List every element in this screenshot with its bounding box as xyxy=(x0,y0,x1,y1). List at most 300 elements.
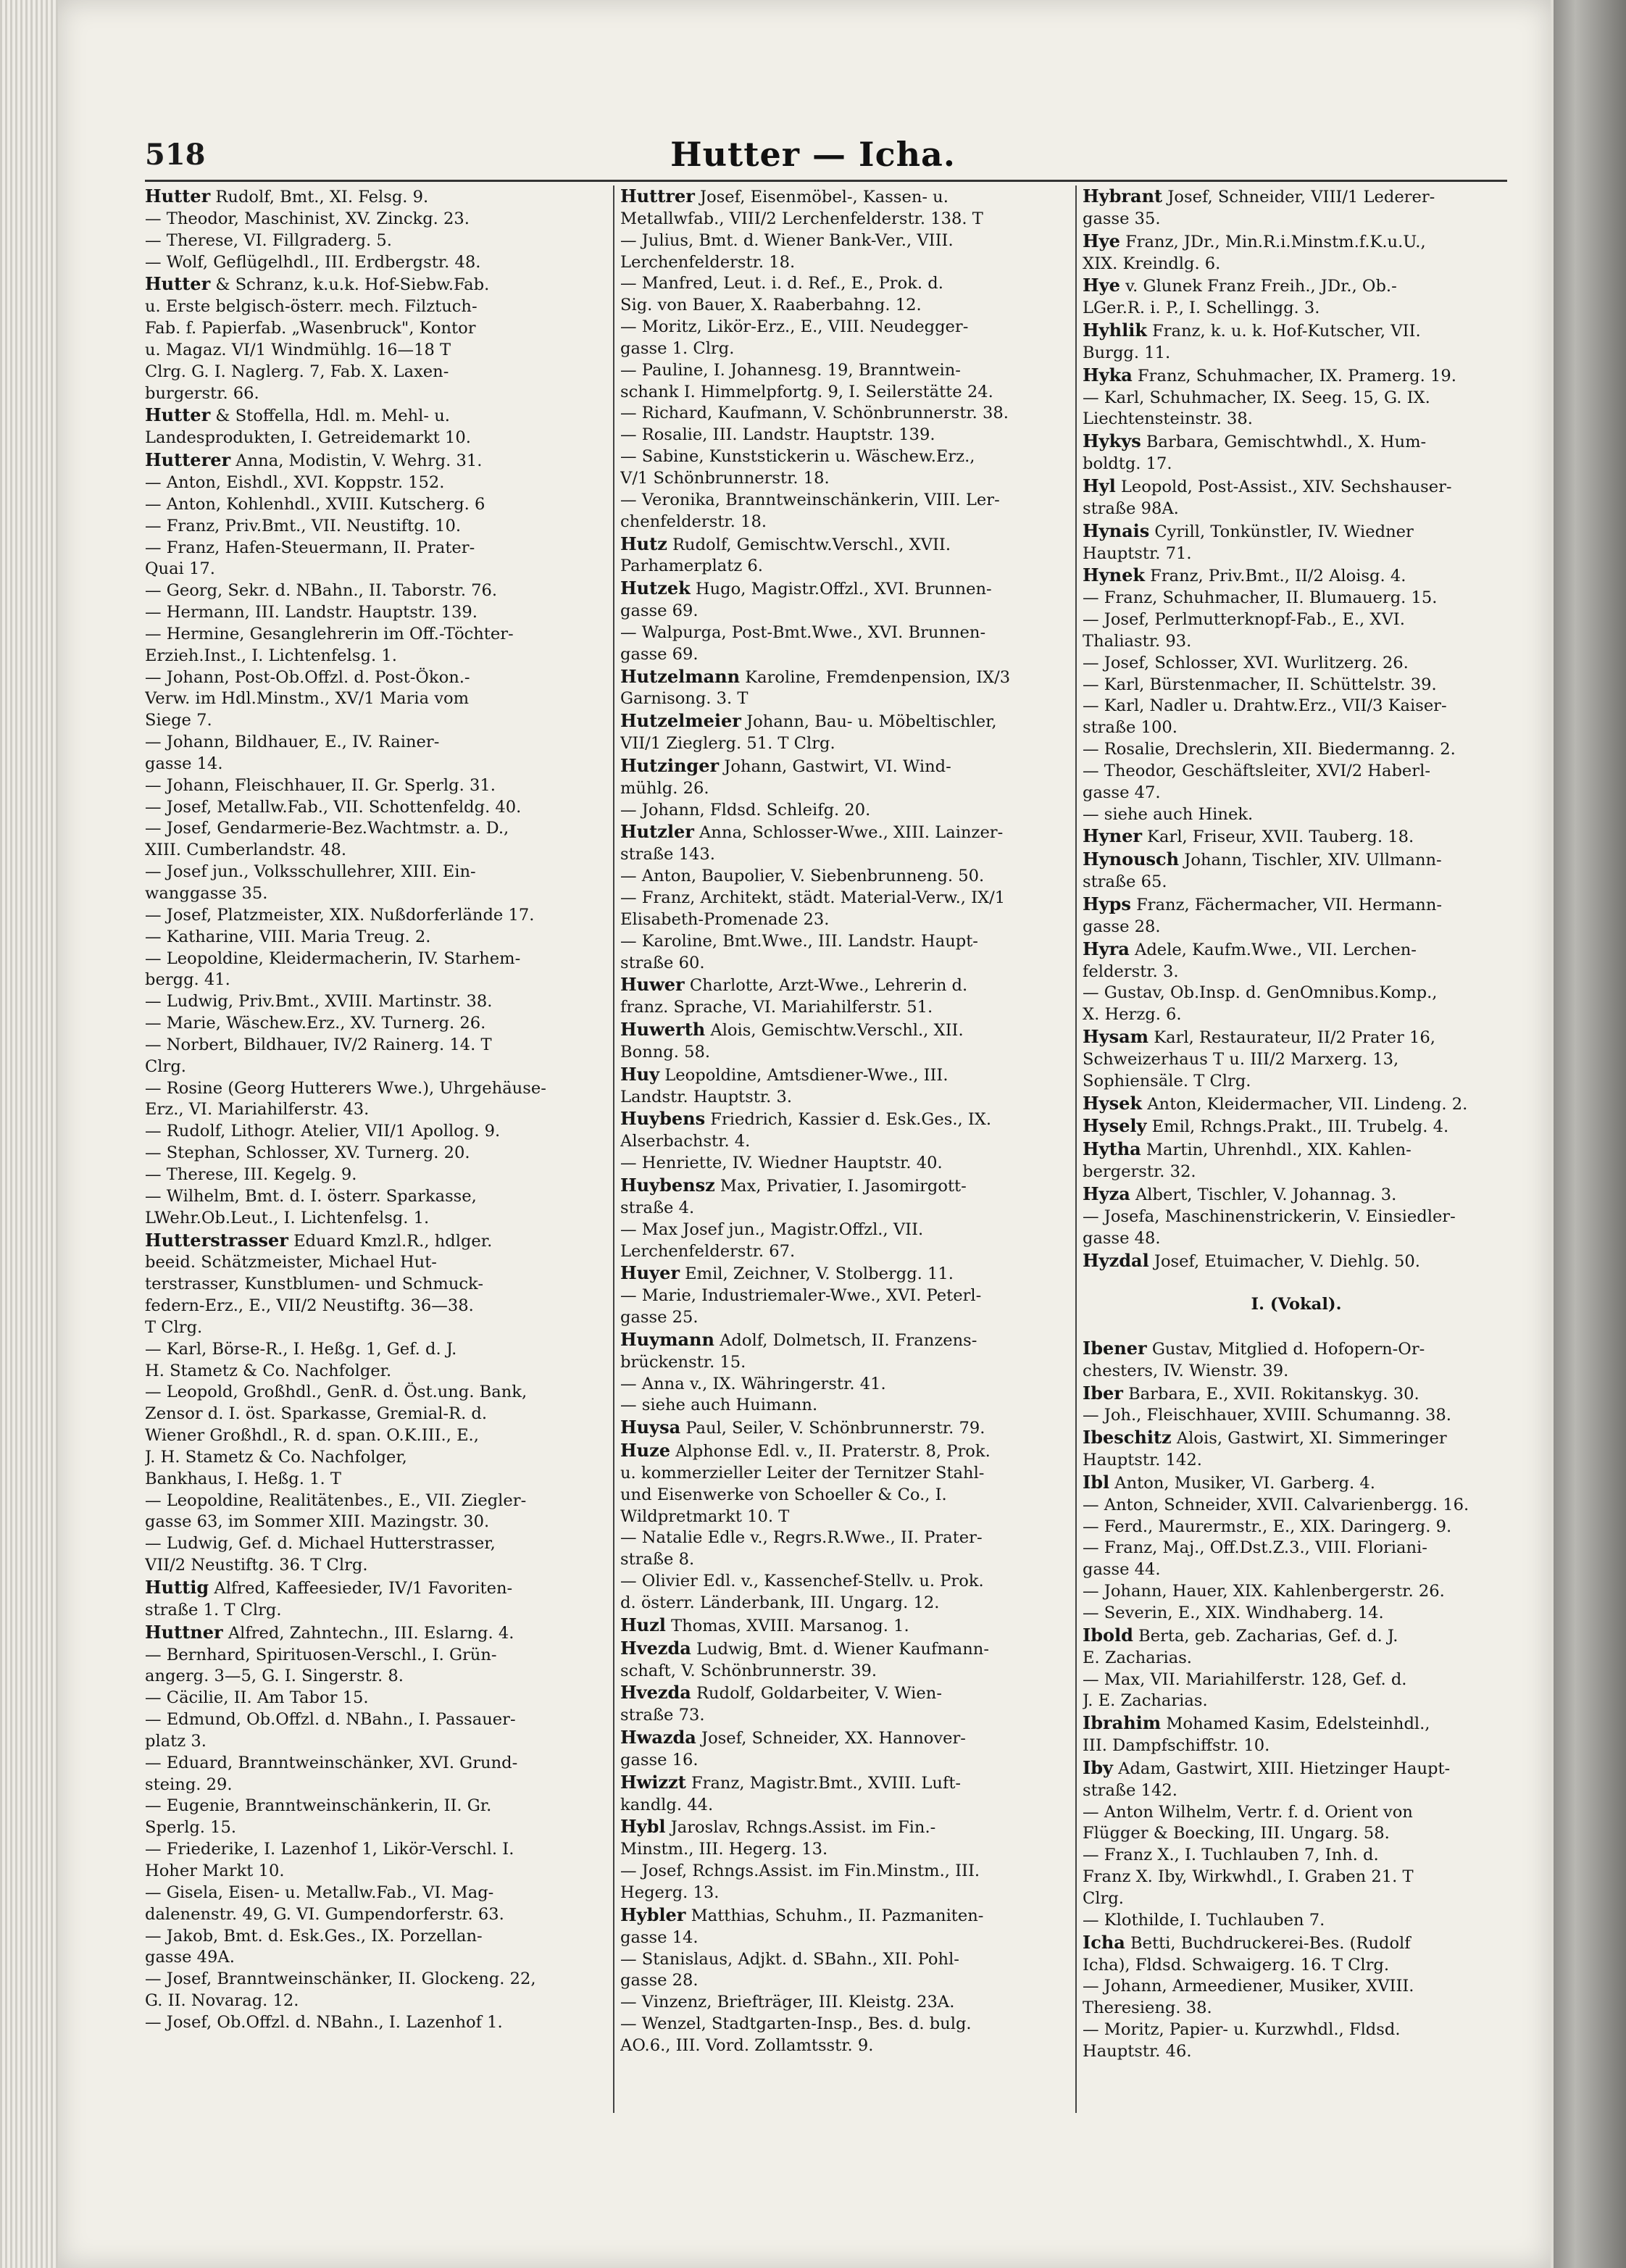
entry-text: Liechtensteinstr. 38. xyxy=(1083,409,1253,429)
directory-line xyxy=(1083,230,1510,254)
entry-text: schaft, V. Schönbrunnerstr. 39. xyxy=(620,1661,877,1680)
entry-text: AO.6., III. Vord. Zollamtsstr. 9. xyxy=(620,2035,874,2055)
entry-text: Albert, Tischler, V. Johannag. 3. xyxy=(1130,1185,1397,1204)
directory-line xyxy=(620,844,1070,866)
directory-line xyxy=(1083,962,1510,983)
entry-text: — Edmund, Ob.Offzl. d. NBahn., I. Passauer- xyxy=(145,1710,516,1730)
entry-surname: Hutterstrasser xyxy=(145,1229,288,1251)
directory-line xyxy=(1083,917,1510,938)
entry-surname: Hytha xyxy=(1083,1138,1141,1160)
entry-text: Hauptstr. 142. xyxy=(1083,1451,1202,1470)
directory-line xyxy=(1083,1517,1510,1538)
entry-text: Rudolf, Bmt., XI. Felsg. 9. xyxy=(210,188,429,207)
entry-text: Alois, Gemischtw.Verschl., XII. xyxy=(705,1021,964,1041)
directory-line xyxy=(1083,254,1510,275)
entry-text: v. Glunek Franz Freih., JDr., Ob.- xyxy=(1120,277,1397,296)
entry-text: Siege 7. xyxy=(145,711,212,730)
entry-text: VII/1 Zieglerg. 51. T Clrg. xyxy=(620,734,835,754)
directory-line xyxy=(145,273,609,296)
entry-text: Josef, Etuimacher, V. Diehlg. 50. xyxy=(1148,1251,1420,1271)
entry-text: steing. 29. xyxy=(145,1775,233,1794)
directory-line xyxy=(145,1622,609,1645)
directory-line xyxy=(1083,1559,1510,1581)
directory-line xyxy=(1083,1250,1510,1273)
column-1 xyxy=(145,185,609,2113)
directory-line xyxy=(620,1795,1070,1817)
directory-line xyxy=(145,1904,609,1926)
directory-line xyxy=(145,494,609,516)
entry-text: und Eisenwerke von Schoeller & Co., I. xyxy=(620,1485,947,1504)
directory-line xyxy=(145,340,609,362)
entry-text: Alfred, Kaffeesieder, IV/1 Favoriten- xyxy=(209,1579,513,1598)
directory-line xyxy=(1083,275,1510,298)
directory-line xyxy=(145,905,609,927)
entry-surname: Huze xyxy=(620,1440,671,1462)
directory-line xyxy=(1083,783,1510,804)
entry-text: — Karl, Schuhmacher, IX. Seeg. 15, G. IX. xyxy=(1083,388,1430,407)
entry-text: — Anton Wilhelm, Vertr. f. d. Orient von xyxy=(1083,1802,1413,1822)
directory-line xyxy=(145,883,609,905)
entry-text: & Stoffella, Hdl. m. Mehl- u. xyxy=(210,407,450,426)
directory-line xyxy=(145,1078,609,1100)
entry-surname: Huttner xyxy=(145,1621,223,1643)
directory-line xyxy=(620,821,1070,844)
entry-text: — Henriette, IV. Wiedner Hauptstr. 40. xyxy=(620,1154,943,1173)
directory-line xyxy=(1083,454,1510,475)
entry-text: — Franz, Hafen-Steuermann, II. Prater- xyxy=(145,538,475,557)
entry-text: u. Erste belgisch-österr. mech. Filztuch- xyxy=(145,297,478,317)
entry-text: straße 143. xyxy=(620,845,715,864)
directory-line xyxy=(1083,717,1510,739)
directory-line xyxy=(620,1549,1070,1571)
directory-line xyxy=(1083,675,1510,696)
directory-line xyxy=(1083,1976,1510,1998)
directory-line xyxy=(620,273,1070,295)
entry-text: — Pauline, I. Johannesg. 19, Branntwein- xyxy=(620,360,961,380)
entry-text: Gustav, Mitglied d. Hofopern-Or- xyxy=(1146,1339,1425,1359)
entry-text: Emil, Rchngs.Prakt., III. Trubelg. 4. xyxy=(1146,1117,1449,1137)
entry-surname: Hynousch xyxy=(1083,849,1180,870)
entry-text: J. H. Stametz & Co. Nachfolger, xyxy=(145,1447,407,1467)
entry-text: — Sabine, Kunststickerin u. Wäschew.Erz., xyxy=(620,447,975,467)
entry-text: Theresieng. 38. xyxy=(1083,1998,1212,2018)
directory-line xyxy=(145,1447,609,1469)
column-2 xyxy=(620,185,1070,2113)
entry-text: bergg. 41. xyxy=(145,970,230,990)
directory-line xyxy=(145,1709,609,1731)
entry-text: Berta, geb. Zacharias, Gef. d. J. xyxy=(1133,1626,1398,1646)
directory-line xyxy=(1083,1071,1510,1093)
directory-line xyxy=(145,1666,609,1688)
directory-line xyxy=(145,710,609,732)
entry-text: straße 60. xyxy=(620,953,705,972)
directory-line xyxy=(1083,520,1510,543)
directory-line xyxy=(145,185,609,209)
directory-line xyxy=(145,1600,609,1622)
directory-line xyxy=(620,556,1070,578)
directory-line xyxy=(1083,1780,1510,1802)
entry-text: Erz., VI. Mariahilferstr. 43. xyxy=(145,1100,370,1120)
entry-text: — Johann, Fleischhauer, II. Gr. Sperlg. 31. xyxy=(145,775,496,795)
entry-text: E. Zacharias. xyxy=(1083,1648,1192,1667)
directory-line xyxy=(145,559,609,580)
entry-surname: Huwer xyxy=(620,974,685,996)
entry-text: Hauptstr. 46. xyxy=(1083,2041,1192,2061)
directory-line xyxy=(1083,1338,1510,1361)
entry-text: — Vinzenz, Briefträger, III. Kleistg. 23A. xyxy=(620,1993,955,2012)
directory-line xyxy=(620,1087,1070,1109)
entry-text: — Karl, Börse-R., I. Heßg. 1, Gef. d. J. xyxy=(145,1339,457,1359)
directory-line xyxy=(1083,209,1510,230)
directory-line xyxy=(145,1404,609,1425)
entry-text: Icha), Fldsd. Schwaigerg. 16. T Clrg. xyxy=(1083,1955,1390,1975)
directory-line xyxy=(620,710,1070,733)
entry-text: XIII. Cumberlandstr. 48. xyxy=(145,841,347,860)
directory-line xyxy=(145,1013,609,1035)
directory-line xyxy=(145,646,609,667)
entry-text: straße 73. xyxy=(620,1706,705,1725)
entry-text: Josef, Schneider, VIII/1 Lederer- xyxy=(1162,188,1435,207)
entry-text: — Karoline, Bmt.Wwe., III. Landstr. Haupt- xyxy=(620,931,978,951)
entry-text: — Josef, Rchngs.Assist. im Fin.Minstm., III. xyxy=(620,1861,980,1881)
entry-text: — Katharine, VIII. Maria Treug. 2. xyxy=(145,927,431,946)
directory-line xyxy=(620,1772,1070,1795)
directory-line xyxy=(145,1947,609,1969)
directory-line xyxy=(145,1775,609,1796)
directory-line xyxy=(145,797,609,819)
entry-text: Minstm., III. Hegerg. 13. xyxy=(620,1840,828,1859)
entry-text: & Schranz, k.u.k. Hof-Siebw.Fab. xyxy=(210,275,490,295)
entry-text: Sig. von Bauer, X. Raaberbahng. 12. xyxy=(620,296,922,315)
entry-text: — Josef, Metallw.Fab., VII. Schottenfeldg. 40. xyxy=(145,797,522,817)
directory-line xyxy=(1083,609,1510,631)
entry-text: Thaliastr. 93. xyxy=(1083,631,1192,651)
section-heading xyxy=(1083,1294,1510,1316)
entry-text: — Leopoldine, Kleidermacherin, IV. Starhem- xyxy=(145,949,521,968)
entry-surname: Hykys xyxy=(1083,430,1141,452)
directory-line xyxy=(1083,1004,1510,1026)
directory-line xyxy=(620,533,1070,556)
entry-text: beeid. Schätzmeister, Michael Hut- xyxy=(145,1253,437,1272)
entry-text: — Johann, Bildhauer, E., IV. Rainer- xyxy=(145,733,440,752)
entry-text: u. kommerzieller Leiter der Ternitzer Stahl- xyxy=(620,1463,985,1483)
entry-surname: Hutz xyxy=(620,533,667,554)
directory-line xyxy=(145,1361,609,1383)
entry-text: Charlotte, Arzt-Wwe., Lehrerin d. xyxy=(684,976,968,996)
directory-line xyxy=(1083,631,1510,653)
entry-surname: Huttrer xyxy=(620,185,695,207)
entry-text: Alserbachstr. 4. xyxy=(620,1132,751,1151)
entry-text: Franz, Fächermacher, VII. Hermann- xyxy=(1130,896,1443,914)
directory-line xyxy=(1083,1383,1510,1406)
entry-text: — Leopold, Großhdl., GenR. d. Öst.ung. Bank, xyxy=(145,1383,528,1402)
directory-line xyxy=(620,490,1070,512)
entry-surname: Huy xyxy=(620,1063,660,1085)
entry-text: gasse 69. xyxy=(620,601,699,621)
directory-line xyxy=(1083,1115,1510,1138)
directory-line xyxy=(1083,1162,1510,1183)
directory-line xyxy=(145,1688,609,1709)
directory-line xyxy=(620,1839,1070,1861)
directory-line xyxy=(620,1329,1070,1352)
directory-line xyxy=(1083,1735,1510,1757)
entry-text: — Josef, Perlmutterknopf-Fab., E., XVI. xyxy=(1083,610,1405,630)
entry-text: — Franz, Schuhmacher, II. Blumauerg. 15. xyxy=(1083,588,1438,608)
entry-text: — Josef, Platzmeister, XIX. Nußdorferlände 17. xyxy=(145,905,535,925)
entry-surname: Hutzelmeier xyxy=(620,710,741,732)
directory-line xyxy=(1083,1427,1510,1450)
entry-text: Adam, Gastwirt, XIII. Hietzinger Haupt- xyxy=(1112,1759,1451,1778)
entry-surname: Hyner xyxy=(1083,825,1142,847)
entry-text: Garnisong. 3. T xyxy=(620,689,749,709)
directory-line xyxy=(145,732,609,754)
entry-text: Elisabeth-Promenade 23. xyxy=(620,909,830,929)
entry-text: Landesprodukten, I. Getreidemarkt 10. xyxy=(145,428,471,448)
directory-line xyxy=(620,1417,1070,1440)
directory-line xyxy=(1083,564,1510,588)
directory-line xyxy=(620,866,1070,888)
directory-line xyxy=(145,1555,609,1577)
entry-text: — Josef, Gendarmerie-Bez.Wachtmstr. a. D., xyxy=(145,819,509,838)
entry-text: — Therese, III. Kegelg. 9. xyxy=(145,1164,357,1184)
entry-text: — Theodor, Geschäftsleiter, XVI/2 Haberl- xyxy=(1083,761,1430,780)
entry-surname: Hvezda xyxy=(620,1637,691,1659)
directory-line xyxy=(1083,1955,1510,1977)
entry-surname: Hynek xyxy=(1083,564,1145,586)
entry-text: Mohamed Kasim, Edelsteinhdl., xyxy=(1161,1714,1430,1734)
entry-text: kandlg. 44. xyxy=(620,1795,714,1814)
header-rule xyxy=(145,180,1507,182)
entry-surname: Huttig xyxy=(145,1577,209,1598)
entry-text: — Josef, Schlosser, XVI. Wurlitzerg. 26. xyxy=(1083,653,1409,672)
directory-line xyxy=(145,1731,609,1753)
directory-line xyxy=(145,1252,609,1274)
entry-text: Alois, Gastwirt, XI. Simmeringer xyxy=(1171,1429,1447,1448)
entry-text: gasse 14. xyxy=(145,754,223,773)
directory-line xyxy=(1083,825,1510,849)
entry-text: — Klothilde, I. Tuchlauben 7. xyxy=(1083,1910,1325,1930)
entry-text: gasse 63, im Sommer XIII. Mazingstr. 30. xyxy=(145,1512,490,1532)
directory-line xyxy=(1083,1495,1510,1517)
directory-line xyxy=(1083,1183,1510,1206)
entry-text: — Franz, Architekt, städt. Material-Verw., IX/1 xyxy=(620,888,1006,907)
entry-text: — Eduard, Branntweinschänker, XVI. Grund- xyxy=(145,1753,518,1772)
entry-text: gasse 49A. xyxy=(145,1948,235,1967)
directory-line xyxy=(620,2014,1070,2035)
directory-line xyxy=(1083,983,1510,1004)
directory-line xyxy=(145,209,609,230)
entry-text: gasse 28. xyxy=(1083,917,1161,936)
directory-line xyxy=(1083,185,1510,209)
entry-text: gasse 1. Clrg. xyxy=(620,338,735,358)
directory-line xyxy=(1083,1690,1510,1712)
directory-line xyxy=(145,1186,609,1208)
directory-line xyxy=(620,1705,1070,1727)
entry-surname: Ibold xyxy=(1083,1624,1133,1646)
entry-text: Adolf, Dolmetsch, II. Franzens- xyxy=(714,1330,977,1350)
directory-line xyxy=(145,970,609,991)
directory-line xyxy=(620,252,1070,274)
directory-line xyxy=(145,580,609,602)
entry-text: — Karl, Nadler u. Drahtw.Erz., VII/3 Kaiser- xyxy=(1083,696,1447,716)
directory-line xyxy=(145,1035,609,1056)
directory-line xyxy=(1083,499,1510,520)
directory-line xyxy=(620,1661,1070,1683)
directory-line xyxy=(1083,1888,1510,1910)
entry-text: d. österr. Länderbank, III. Ungarg. 12. xyxy=(620,1593,940,1612)
directory-line xyxy=(1083,1648,1510,1669)
directory-line xyxy=(145,991,609,1013)
directory-line xyxy=(1083,1757,1510,1780)
directory-line xyxy=(1083,343,1510,364)
entry-text: terstrasser, Kunstblumen- und Schmuck- xyxy=(145,1275,483,1294)
directory-line xyxy=(1083,696,1510,717)
entry-text: gasse 28. xyxy=(620,1971,699,1990)
entry-text: gasse 14. xyxy=(620,1927,699,1947)
directory-line xyxy=(620,601,1070,622)
entry-text: gasse 35. xyxy=(1083,209,1161,228)
directory-line xyxy=(1083,872,1510,893)
directory-line xyxy=(620,403,1070,425)
entry-surname: Hysely xyxy=(1083,1115,1147,1137)
directory-line xyxy=(620,1042,1070,1064)
entry-text: Johann, Tischler, XIV. Ullmann- xyxy=(1179,851,1442,870)
entry-surname: Hye xyxy=(1083,230,1120,251)
entry-text: Landstr. Hauptstr. 3. xyxy=(620,1087,793,1106)
entry-text: — Karl, Bürstenmacher, II. Schüttelstr. 39. xyxy=(1083,675,1437,694)
directory-line xyxy=(1083,1316,1510,1338)
entry-text: Quai 17. xyxy=(145,559,215,579)
directory-line xyxy=(620,688,1070,710)
directory-line xyxy=(620,1440,1070,1463)
directory-line xyxy=(620,1262,1070,1285)
entry-text: T Clrg. xyxy=(145,1317,203,1337)
entry-text: Leopold, Post-Assist., XIV. Sechshauser- xyxy=(1115,477,1452,496)
directory-line xyxy=(145,1056,609,1078)
entry-text: platz 3. xyxy=(145,1731,207,1751)
entry-surname: Hyra xyxy=(1083,938,1130,959)
directory-line xyxy=(620,295,1070,317)
entry-surname: Huysa xyxy=(620,1417,681,1438)
directory-line xyxy=(145,1645,609,1667)
entry-surname: Ibener xyxy=(1083,1337,1147,1359)
entry-text: III. Dampfschiffstr. 10. xyxy=(1083,1736,1270,1756)
entry-text: XIX. Kreindlg. 6. xyxy=(1083,254,1221,273)
entry-text: — Stephan, Schlosser, XV. Turnerg. 20. xyxy=(145,1143,470,1163)
directory-line xyxy=(620,1395,1070,1417)
entry-text: Clrg. xyxy=(1083,1888,1124,1908)
entry-text: Cyrill, Tonkünstler, IV. Wiedner xyxy=(1149,522,1414,541)
entry-text: — Max Josef jun., Magistr.Offzl., VII. xyxy=(620,1220,924,1239)
entry-surname: Hutzelmann xyxy=(620,665,741,687)
directory-line xyxy=(620,1593,1070,1614)
entry-text: Bankhaus, I. Heßg. 1. T xyxy=(145,1469,341,1488)
directory-line xyxy=(1083,1272,1510,1294)
directory-line xyxy=(1083,1093,1510,1116)
entry-text: — Rudolf, Lithogr. Atelier, VII/1 Apollog. 9. xyxy=(145,1122,501,1141)
entry-text: burgerstr. 66. xyxy=(145,383,259,403)
directory-line xyxy=(620,778,1070,800)
entry-text: Anton, Kleidermacher, VII. Lindeng. 2. xyxy=(1142,1094,1468,1114)
directory-line xyxy=(620,1506,1070,1528)
directory-line xyxy=(145,1230,609,1253)
entry-text: — Georg, Sekr. d. NBahn., II. Taborstr. 76. xyxy=(145,581,498,601)
entry-text: Clrg. xyxy=(145,1056,186,1076)
directory-line xyxy=(1083,1581,1510,1603)
entry-text: — Cäcilie, II. Am Tabor 15. xyxy=(145,1688,369,1708)
entry-text: Lerchenfelderstr. 67. xyxy=(620,1241,796,1261)
entry-text: Emil, Zeichner, V. Stolbergg. 11. xyxy=(679,1264,954,1284)
directory-line xyxy=(145,1861,609,1883)
entry-text: G. II. Novarag. 12. xyxy=(145,1991,299,2011)
entry-text: — Severin, E., XIX. Windhaberg. 14. xyxy=(1083,1604,1384,1622)
entry-surname: Hutterer xyxy=(145,449,231,471)
entry-text: Verw. im Hdl.Minstm., XV/1 Maria vom xyxy=(145,689,470,709)
directory-line xyxy=(1083,1998,1510,2019)
entry-text: — Theodor, Maschinist, XV. Zinckg. 23. xyxy=(145,209,470,228)
directory-line xyxy=(145,383,609,405)
entry-surname: Hybl xyxy=(620,1816,666,1838)
directory-line xyxy=(1083,430,1510,454)
directory-line xyxy=(620,1750,1070,1772)
directory-line xyxy=(620,1861,1070,1883)
entry-surname: Hybler xyxy=(620,1904,686,1925)
column-3 xyxy=(1083,185,1510,2113)
entry-text: Alphonse Edl. v., II. Praterstr. 8, Prok. xyxy=(670,1442,991,1462)
entry-text: Erzieh.Inst., I. Lichtenfelsg. 1. xyxy=(145,646,397,665)
directory-line xyxy=(145,949,609,970)
entry-surname: Huymann xyxy=(620,1328,714,1350)
directory-line xyxy=(145,1839,609,1861)
entry-text: — Ludwig, Priv.Bmt., XVIII. Martinstr. 38. xyxy=(145,992,493,1012)
directory-line xyxy=(145,296,609,318)
directory-line xyxy=(145,667,609,689)
entry-text: — Veronika, Branntweinschänkerin, VIII. Ler- xyxy=(620,490,1000,509)
entry-text: — Anton, Schneider, XVII. Calvarienbergg. 16. xyxy=(1083,1495,1469,1514)
entry-text: boldtg. 17. xyxy=(1083,454,1172,474)
entry-text: schank I. Himmelpfortg. 9, I. Seilerstätte 24. xyxy=(620,382,993,401)
directory-line xyxy=(145,2012,609,2034)
entry-text: X. Herzg. 6. xyxy=(1083,1005,1182,1025)
directory-line xyxy=(145,1883,609,1904)
directory-line xyxy=(620,644,1070,666)
entry-text: Wildpretmarkt 10. T xyxy=(620,1506,790,1526)
directory-line xyxy=(620,1198,1070,1220)
directory-line xyxy=(1083,761,1510,783)
directory-line xyxy=(145,927,609,949)
directory-line xyxy=(620,446,1070,468)
directory-line xyxy=(620,360,1070,382)
entry-text: Leopoldine, Amtsdiener-Wwe., III. xyxy=(659,1065,948,1085)
entry-text: Schweizerhaus T u. III/2 Marxerg. 13, xyxy=(1083,1049,1399,1069)
directory-line xyxy=(145,1577,609,1600)
entry-text: Sperlg. 15. xyxy=(145,1818,237,1838)
entry-text: — Marie, Industriemaler-Wwe., XVI. Peterl- xyxy=(620,1286,982,1306)
entry-text: felderstr. 3. xyxy=(1083,962,1179,981)
directory-line xyxy=(620,997,1070,1019)
directory-line xyxy=(145,818,609,840)
directory-line xyxy=(620,468,1070,490)
directory-line xyxy=(145,602,609,624)
directory-line xyxy=(620,888,1070,909)
directory-line xyxy=(1083,388,1510,409)
directory-line xyxy=(1083,893,1510,917)
entry-text: — Wolf, Geflügelhdl., III. Erdbergstr. 48. xyxy=(145,252,481,272)
directory-line xyxy=(145,1296,609,1317)
entry-text: — Moritz, Papier- u. Kurzwhdl., Fldsd. xyxy=(1083,2020,1401,2040)
entry-text: LWehr.Ob.Leut., I. Lichtenfelsg. 1. xyxy=(145,1208,430,1227)
directory-line xyxy=(1083,1932,1510,1955)
